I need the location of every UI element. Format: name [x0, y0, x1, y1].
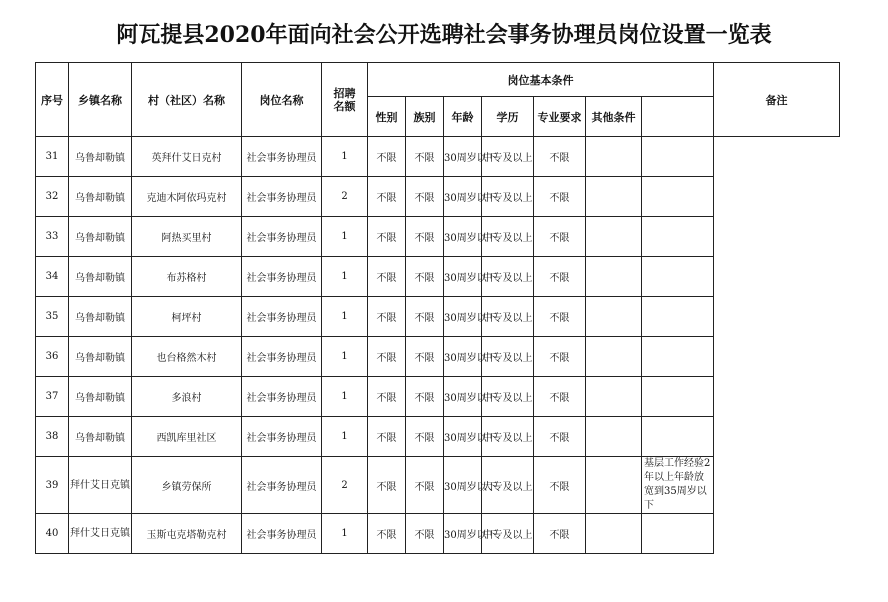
cell-quota: 2: [322, 177, 368, 217]
cell-education: 大专及以上: [482, 457, 534, 514]
cell-age: 30周岁以下: [444, 514, 482, 554]
cell-ethnicity: 不限: [406, 377, 444, 417]
cell-quota: 2: [322, 457, 368, 514]
cell-other: [586, 137, 642, 177]
cell-township: 拜什艾日克镇: [69, 514, 132, 554]
cell-age: 30周岁以下: [444, 137, 482, 177]
cell-other: [586, 177, 642, 217]
cell-age: 30周岁以下: [444, 377, 482, 417]
cell-gender: 不限: [368, 137, 406, 177]
cell-other: [586, 514, 642, 554]
cell-position: 社会事务协理员: [242, 457, 322, 514]
cell-position: 社会事务协理员: [242, 217, 322, 257]
header-education: 学历: [482, 97, 534, 137]
cell-position: 社会事务协理员: [242, 417, 322, 457]
cell-seq: 32: [36, 177, 69, 217]
table-body: [36, 137, 840, 554]
table-row: [36, 337, 840, 377]
cell-age: 30周岁以下: [444, 177, 482, 217]
cell-village: 西凯库里社区: [132, 417, 242, 457]
table-row: [36, 514, 840, 554]
cell-other: [586, 377, 642, 417]
cell-village: 柯坪村: [132, 297, 242, 337]
cell-education: 中专及以上: [482, 337, 534, 377]
cell-major: 不限: [534, 514, 586, 554]
cell-seq: 38: [36, 417, 69, 457]
table-row: [36, 257, 840, 297]
cell-township: 乌鲁却勒镇: [69, 337, 132, 377]
cell-gender: 不限: [368, 177, 406, 217]
cell-seq: 33: [36, 217, 69, 257]
cell-ethnicity: 不限: [406, 514, 444, 554]
cell-township: 乌鲁却勒镇: [69, 257, 132, 297]
cell-remarks: [642, 257, 714, 297]
cell-quota: 1: [322, 337, 368, 377]
cell-village: 也台格然木村: [132, 337, 242, 377]
cell-age: 30周岁以下: [444, 297, 482, 337]
cell-age: 30周岁以下: [444, 217, 482, 257]
cell-township: 乌鲁却勒镇: [69, 417, 132, 457]
cell-remarks: [642, 217, 714, 257]
cell-education: 中专及以上: [482, 417, 534, 457]
cell-ethnicity: 不限: [406, 417, 444, 457]
cell-age: 30周岁以下: [444, 337, 482, 377]
cell-education: 中专及以上: [482, 217, 534, 257]
cell-township: 乌鲁却勒镇: [69, 137, 132, 177]
cell-seq: 31: [36, 137, 69, 177]
cell-other: [586, 457, 642, 514]
cell-gender: 不限: [368, 457, 406, 514]
table-row: [36, 217, 840, 257]
cell-education: 中专及以上: [482, 177, 534, 217]
header-other: 其他条件: [586, 97, 642, 137]
cell-quota: 1: [322, 297, 368, 337]
cell-remarks: [642, 297, 714, 337]
cell-remarks: [642, 417, 714, 457]
cell-remarks: [642, 137, 714, 177]
cell-quota: 1: [322, 217, 368, 257]
header-village: 村（社区）名称: [132, 63, 242, 137]
cell-ethnicity: 不限: [406, 177, 444, 217]
cell-remarks: [642, 377, 714, 417]
cell-seq: 39: [36, 457, 69, 514]
cell-quota: 1: [322, 377, 368, 417]
cell-position: 社会事务协理员: [242, 337, 322, 377]
cell-other: [586, 337, 642, 377]
cell-township: 乌鲁却勒镇: [69, 297, 132, 337]
cell-age: 30周岁以下: [444, 457, 482, 514]
cell-ethnicity: 不限: [406, 217, 444, 257]
header-position: 岗位名称: [242, 63, 322, 137]
cell-education: 中专及以上: [482, 257, 534, 297]
cell-ethnicity: 不限: [406, 457, 444, 514]
cell-remarks: [642, 514, 714, 554]
cell-remarks: 基层工作经验2年以上年龄放宽到35周岁以下: [642, 457, 714, 514]
table-row: [36, 297, 840, 337]
header-seq: 序号: [36, 63, 69, 137]
cell-township: 乌鲁却勒镇: [69, 177, 132, 217]
cell-township: 乌鲁却勒镇: [69, 377, 132, 417]
cell-quota: 1: [322, 257, 368, 297]
positions-table: [35, 62, 840, 554]
cell-ethnicity: 不限: [406, 337, 444, 377]
cell-gender: 不限: [368, 217, 406, 257]
cell-seq: 37: [36, 377, 69, 417]
cell-ethnicity: 不限: [406, 297, 444, 337]
cell-education: 中专及以上: [482, 377, 534, 417]
cell-seq: 35: [36, 297, 69, 337]
header-quota: 招聘名额: [322, 63, 368, 137]
cell-quota: 1: [322, 137, 368, 177]
cell-other: [586, 417, 642, 457]
table-row: [36, 377, 840, 417]
cell-major: 不限: [534, 297, 586, 337]
cell-remarks: [642, 337, 714, 377]
cell-major: 不限: [534, 377, 586, 417]
header-age: 年龄: [444, 97, 482, 137]
cell-major: 不限: [534, 257, 586, 297]
cell-major: 不限: [534, 457, 586, 514]
cell-village: 布苏格村: [132, 257, 242, 297]
cell-village: 乡镇劳保所: [132, 457, 242, 514]
header-ethnicity: 族别: [406, 97, 444, 137]
cell-education: 中专及以上: [482, 297, 534, 337]
cell-village: 多浪村: [132, 377, 242, 417]
cell-ethnicity: 不限: [406, 257, 444, 297]
header-conditions: 岗位基本条件: [368, 63, 714, 97]
cell-position: 社会事务协理员: [242, 377, 322, 417]
cell-quota: 1: [322, 417, 368, 457]
table-row: [36, 457, 840, 514]
cell-gender: 不限: [368, 514, 406, 554]
cell-age: 30周岁以下: [444, 417, 482, 457]
cell-position: 社会事务协理员: [242, 297, 322, 337]
cell-major: 不限: [534, 417, 586, 457]
cell-quota: 1: [322, 514, 368, 554]
cell-village: 克迪木阿依玛克村: [132, 177, 242, 217]
table-row: [36, 417, 840, 457]
cell-other: [586, 297, 642, 337]
cell-seq: 36: [36, 337, 69, 377]
cell-ethnicity: 不限: [406, 137, 444, 177]
cell-gender: 不限: [368, 257, 406, 297]
cell-major: 不限: [534, 177, 586, 217]
cell-position: 社会事务协理员: [242, 257, 322, 297]
header-major: 专业要求: [534, 97, 586, 137]
cell-village: 英拜什艾日克村: [132, 137, 242, 177]
cell-major: 不限: [534, 137, 586, 177]
cell-age: 30周岁以下: [444, 257, 482, 297]
cell-other: [586, 217, 642, 257]
cell-major: 不限: [534, 337, 586, 377]
cell-position: 社会事务协理员: [242, 514, 322, 554]
cell-gender: 不限: [368, 297, 406, 337]
cell-gender: 不限: [368, 417, 406, 457]
cell-remarks: [642, 177, 714, 217]
cell-major: 不限: [534, 217, 586, 257]
cell-township: 乌鲁却勒镇: [69, 217, 132, 257]
cell-gender: 不限: [368, 377, 406, 417]
cell-village: 玉斯屯克塔勒克村: [132, 514, 242, 554]
table-row: [36, 137, 840, 177]
cell-position: 社会事务协理员: [242, 177, 322, 217]
cell-township: 拜什艾日克镇: [69, 457, 132, 514]
page-title: 阿瓦提县2020年面向社会公开选聘社会事务协理员岗位设置一览表: [116, 22, 772, 48]
cell-seq: 34: [36, 257, 69, 297]
cell-education: 中专及以上: [482, 137, 534, 177]
cell-gender: 不限: [368, 337, 406, 377]
cell-seq: 40: [36, 514, 69, 554]
cell-other: [586, 257, 642, 297]
cell-education: 中专及以上: [482, 514, 534, 554]
header-remarks: 备注: [714, 63, 840, 137]
cell-position: 社会事务协理员: [242, 137, 322, 177]
header-township: 乡镇名称: [69, 63, 132, 137]
header-gender: 性别: [368, 97, 406, 137]
cell-village: 阿热买里村: [132, 217, 242, 257]
table-row: [36, 177, 840, 217]
